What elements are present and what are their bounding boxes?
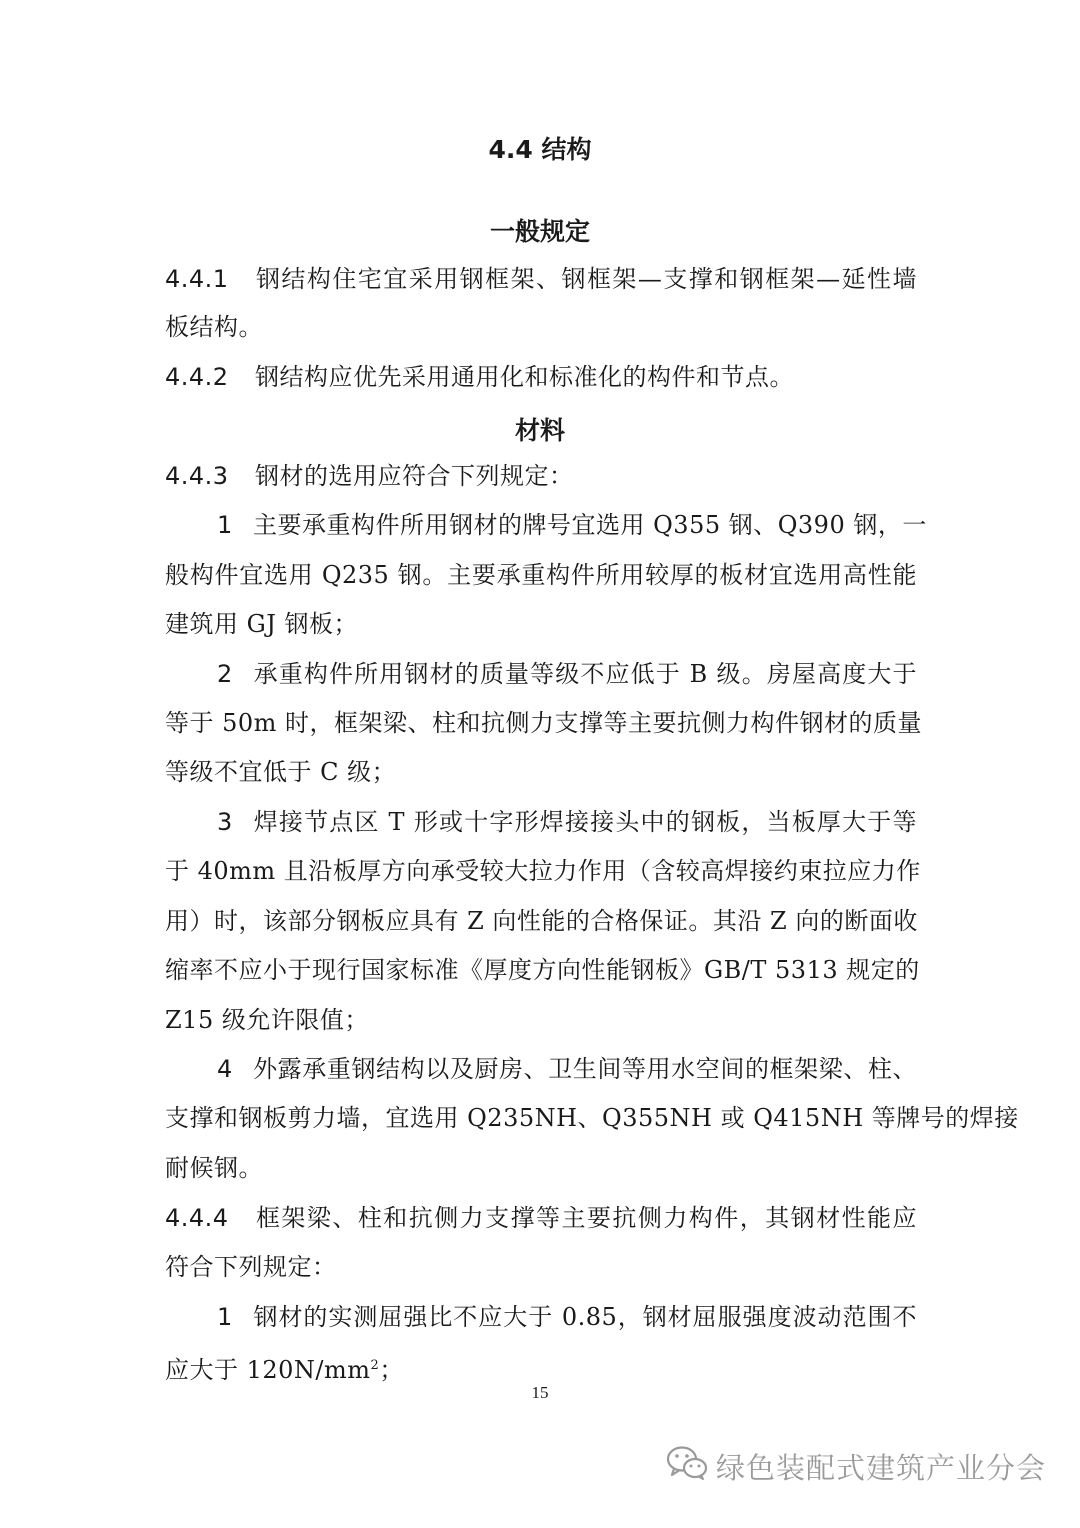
item-1b-line-1: [165, 1302, 917, 1332]
item-text: 主要承重构件所用钢材的牌号宜选用 Q355 钢、Q390 钢，一: [253, 511, 927, 539]
item-4-line-3: 耐候钢。: [165, 1154, 263, 1182]
item-number: 3: [217, 808, 233, 836]
subsection-materials: 材料: [514, 416, 565, 445]
item-text: 焊接节点区 T 形或十字形焊接接头中的钢板，当板厚大于等: [253, 808, 917, 836]
superscript: 2: [370, 1358, 380, 1373]
clause-number: 4.4.4: [165, 1204, 229, 1232]
watermark-text: 绿色装配式建筑产业分会: [715, 1450, 1046, 1485]
item-text: 钢材的实测屈强比不应大于 0.85，钢材屈服强度波动范围不: [253, 1303, 917, 1331]
clause-text: 钢材的选用应符合下列规定：: [255, 462, 574, 490]
clause-4-4-1-line-1: [165, 264, 917, 294]
item-1b-line-2: [165, 1351, 917, 1385]
item-2-line-1: [165, 659, 917, 689]
clause-4-4-4-line-2: 符合下列规定：: [165, 1253, 337, 1281]
item-2-line-2: 等于 50m 时，框架梁、柱和抗侧力支撑等主要抗侧力构件钢材的质量: [165, 709, 923, 737]
watermark: [666, 1446, 1046, 1486]
item-3-line-3: 用）时，该部分钢板应具有 Z 向性能的合格保证。其沿 Z 向的断面收: [165, 907, 918, 935]
section-title: 4.4 结构: [488, 135, 592, 164]
clause-4-4-2: [165, 362, 917, 392]
item-text: 外露承重钢结构以及厨房、卫生间等用水空间的框架梁、柱、: [253, 1055, 917, 1083]
item-1-line-1: [165, 510, 927, 540]
clause-number: 4.4.3: [165, 462, 229, 490]
item-1-line-3: 建筑用 GJ 钢板；: [165, 610, 359, 638]
item-1-line-2: 般构件宜选用 Q235 钢。主要承重构件所用较厚的板材宜选用高性能: [165, 561, 917, 589]
clause-text: 钢结构住宅宜采用钢框架、钢框架—支撑和钢框架—延性墙: [255, 265, 917, 293]
item-text-end: ；: [379, 1356, 404, 1384]
clause-4-4-1-line-2: 板结构。: [165, 313, 263, 341]
page-number: 15: [531, 1383, 549, 1402]
item-3-line-5: Z15 级允许限值；: [165, 1006, 369, 1034]
clause-text: 钢结构应优先采用通用化和标准化的构件和节点。: [255, 363, 794, 391]
item-text: 应大于 120N/mm: [165, 1356, 371, 1384]
clause-4-4-4-line-1: [165, 1203, 917, 1233]
item-2-line-3: 等级不宜低于 C 级；: [165, 758, 397, 786]
clause-number: 4.4.1: [165, 265, 229, 293]
item-3-line-1: [165, 807, 917, 837]
clause-4-4-3: [165, 461, 917, 491]
item-4-line-1: [165, 1054, 917, 1084]
item-3-line-2: 于 40mm 且沿板厚方向承受较大拉力作用（含较高焊接约束拉应力作: [165, 857, 921, 885]
clause-text: 框架梁、柱和抗侧力支撑等主要抗侧力构件，其钢材性能应: [255, 1204, 917, 1232]
clause-number: 4.4.2: [165, 363, 229, 391]
item-number: 1: [217, 511, 233, 539]
item-number: 1: [217, 1303, 233, 1331]
item-number: 4: [217, 1055, 233, 1083]
item-number: 2: [217, 660, 233, 688]
item-4-line-2: 支撑和钢板剪力墙，宜选用 Q235NH、Q355NH 或 Q415NH 等牌号的焊接: [165, 1104, 1019, 1132]
subsection-general: 一般规定: [489, 217, 590, 246]
wechat-icon: [666, 1445, 716, 1488]
item-text: 承重构件所用钢材的质量等级不应低于 B 级。房屋高度大于: [253, 660, 917, 688]
item-3-line-4: 缩率不应小于现行国家标准《厚度方向性能钢板》GB/T 5313 规定的: [165, 956, 920, 984]
